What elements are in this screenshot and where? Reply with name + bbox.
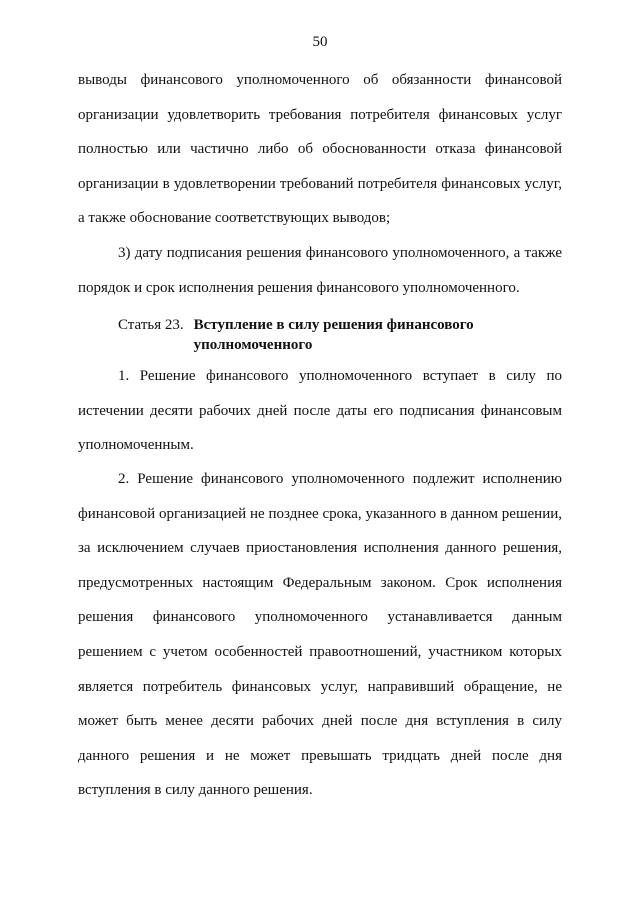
text-line: предусмотренных настоящим Федеральным законом. Срок исполнения — [78, 574, 562, 591]
text-line: финансовой организацией не позднее срока, указанного в данном решении, — [78, 505, 562, 522]
text-line: решения финансового уполномоченного устанавливается данным — [78, 609, 562, 626]
paragraph-continuation — [78, 63, 562, 305]
paragraph-2 — [78, 462, 562, 808]
text-line: 2. Решение финансового уполномоченного подлежит исполнению — [118, 471, 562, 487]
page-number: 50 — [312, 34, 328, 50]
article-title-line: Вступление в силу решения финансового — [193, 317, 474, 333]
text-line: а также обоснование соответствующих выводов; — [78, 210, 391, 227]
article-title — [194, 315, 474, 355]
article-title-line: уполномоченного — [193, 337, 313, 353]
text-line: 1. Решение финансового уполномоченного вступает в силу по — [118, 368, 562, 384]
text-line: может быть менее десяти рабочих дней после дня вступления в силу — [78, 713, 562, 730]
text-line: решением с учетом особенностей правоотношений, участником которых — [78, 643, 562, 660]
text-line: истечении десяти рабочих дней после даты его подписания финансовым — [78, 402, 562, 419]
text-line: выводы финансового уполномоченного об обязанности финансовой — [78, 72, 562, 88]
text-line: организации удовлетворить требования потребителя финансовых услуг — [78, 106, 562, 123]
text-line: уполномоченным. — [78, 437, 194, 454]
text-line: вступления в силу данного решения. — [78, 782, 313, 799]
text-line: данного решения и не может превышать тридцать дней после дня — [78, 747, 562, 764]
text-line: 3) дату подписания решения финансового уполномоченного, а также — [118, 244, 562, 261]
article-label: Статья 23. — [118, 317, 184, 333]
text-line: организации в удовлетворении требований потребителя финансовых услуг, — [78, 175, 562, 192]
text-line: является потребитель финансовых услуг, направивший обращение, не — [78, 678, 562, 695]
text-line: полностью или частично либо об обоснованности отказа финансовой — [78, 141, 562, 158]
paragraph-1 — [78, 359, 562, 463]
text-line: порядок и срок исполнения решения финансового уполномоченного. — [78, 279, 520, 296]
text-line: за исключением случаев приостановления исполнения данного решения, — [78, 540, 562, 557]
article-heading — [118, 315, 558, 355]
